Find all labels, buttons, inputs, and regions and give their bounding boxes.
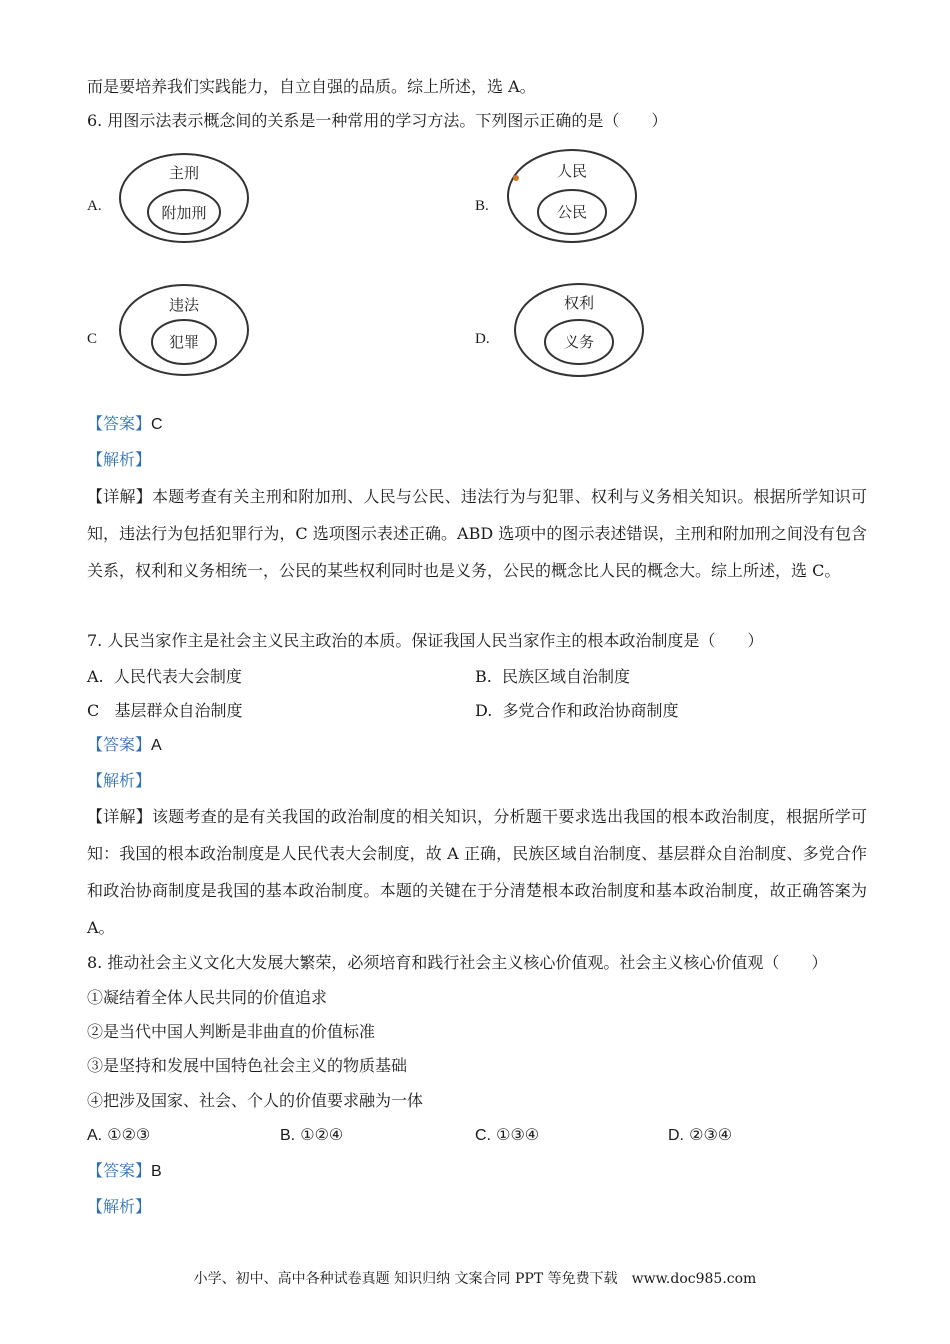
q8-option-b: B. ①②④ [280,1125,344,1144]
q6-b-inner-text: 公民 [556,203,588,221]
q7-detail-tag: 【详解】 [87,807,153,826]
q6-option-a-label: A. [87,198,102,214]
q8-answer-value: B [151,1163,162,1180]
q6-d-outer-text: 权利 [563,294,595,312]
q6-detail-text: 本题考查有关主刑和附加刑、人民与公民、违法行为与犯罪、权利与义务相关知识。根据所学知识可知，违法行为包括犯罪行为，C 选项图示表述正确。ABD 选项中的图示表述错误，主刑和附加刑之间没有包含关系，权利和义务相统一，公民的某些权利同时也是义务，公民的概念比人民的概念大。综上所述，选 C。 [87,487,867,580]
q8-stem: 8. 推动社会主义文化大发展大繁荣，必须培育和践行社会主义核心价值观。社会主义核心价值观（ ） [87,953,828,972]
page-footer: 小学、初中、高中各种试卷真题 知识归纳 文案合同 PPT 等免费下载 www.doc985.com [193,1271,757,1287]
q7-answer-value: A [151,737,162,754]
mark-dot-icon [513,175,519,181]
q6-answer-value: C [151,416,163,433]
q7-option-d: D. 多党合作和政治协商制度 [475,701,679,720]
q6-diagram-b [504,146,640,246]
q6-option-c-label: C [87,331,98,347]
q6-diagram-a [117,150,251,246]
q7-option-c: C 基层群众自治制度 [87,701,243,720]
q6-analysis-tag: 【解析】 [87,450,152,469]
q8-statement-1: ①凝结着全体人民共同的价值追求 [87,988,328,1007]
q6-detail [87,478,867,589]
q6-answer [87,413,163,436]
q6-stem: 6. 用图示法表示概念间的关系是一种常用的学习方法。下列图示正确的是（ ） [87,111,668,130]
q8-statement-2: ②是当代中国人判断是非曲直的价值标准 [87,1022,376,1041]
q7-detail [87,798,867,946]
q7-detail-text: 该题考查的是有关我国的政治制度的相关知识，分析题干要求选出我国的根本政治制度，根据所学可知：我国的根本政治制度是人民代表大会制度，故 A 正确，民族区域自治制度、基层群众自治制度、多党合作和政治协商制度是我国的基本政治制度。本题的关键在于分清楚根本政治制度和基本政治制度，故正确答案为 A。 [87,807,867,937]
q7-answer: 【答案】A [87,735,162,754]
q7-option-b: B. 民族区域自治制度 [475,667,631,686]
q7-option-a: A. 人民代表大会制度 [87,667,242,686]
q8-option-d: D. ②③④ [668,1125,733,1144]
q6-answer-tag: 【答案】 [87,414,152,433]
q8-option-a: A. ①②③ [87,1125,151,1144]
q6-detail-tag: 【详解】 [87,487,153,506]
q6-b-outer-text: 人民 [556,162,588,180]
q7-analysis-tag: 【解析】 [87,771,152,790]
q6-d-inner-text: 义务 [563,333,595,351]
q8-option-c: C. ①③④ [475,1125,540,1144]
q6-diagram-c [117,280,251,378]
q8-statement-4: ④把涉及国家、社会、个人的价值要求融为一体 [87,1091,424,1110]
q6-option-b-label: B. [475,198,489,214]
intro-line: 而是要培养我们实践能力，自立自强的品质。综上所述，选 A。 [87,77,536,96]
q8-statement-3: ③是坚持和发展中国特色社会主义的物质基础 [87,1056,408,1075]
q8-analysis-tag: 【解析】 [87,1197,152,1216]
q6-a-outer-text: 主刑 [168,164,200,182]
q6-a-inner-text: 附加刑 [161,204,207,222]
q6-diagram-d [511,280,647,380]
q6-c-inner-text: 犯罪 [168,333,200,351]
q7-stem: 7. 人民当家作主是社会主义民主政治的本质。保证我国人民当家作主的根本政治制度是（ ） [87,631,764,650]
q6-option-d-label: D. [475,331,490,347]
q8-answer: 【答案】B [87,1161,162,1180]
q6-c-outer-text: 违法 [168,296,200,314]
